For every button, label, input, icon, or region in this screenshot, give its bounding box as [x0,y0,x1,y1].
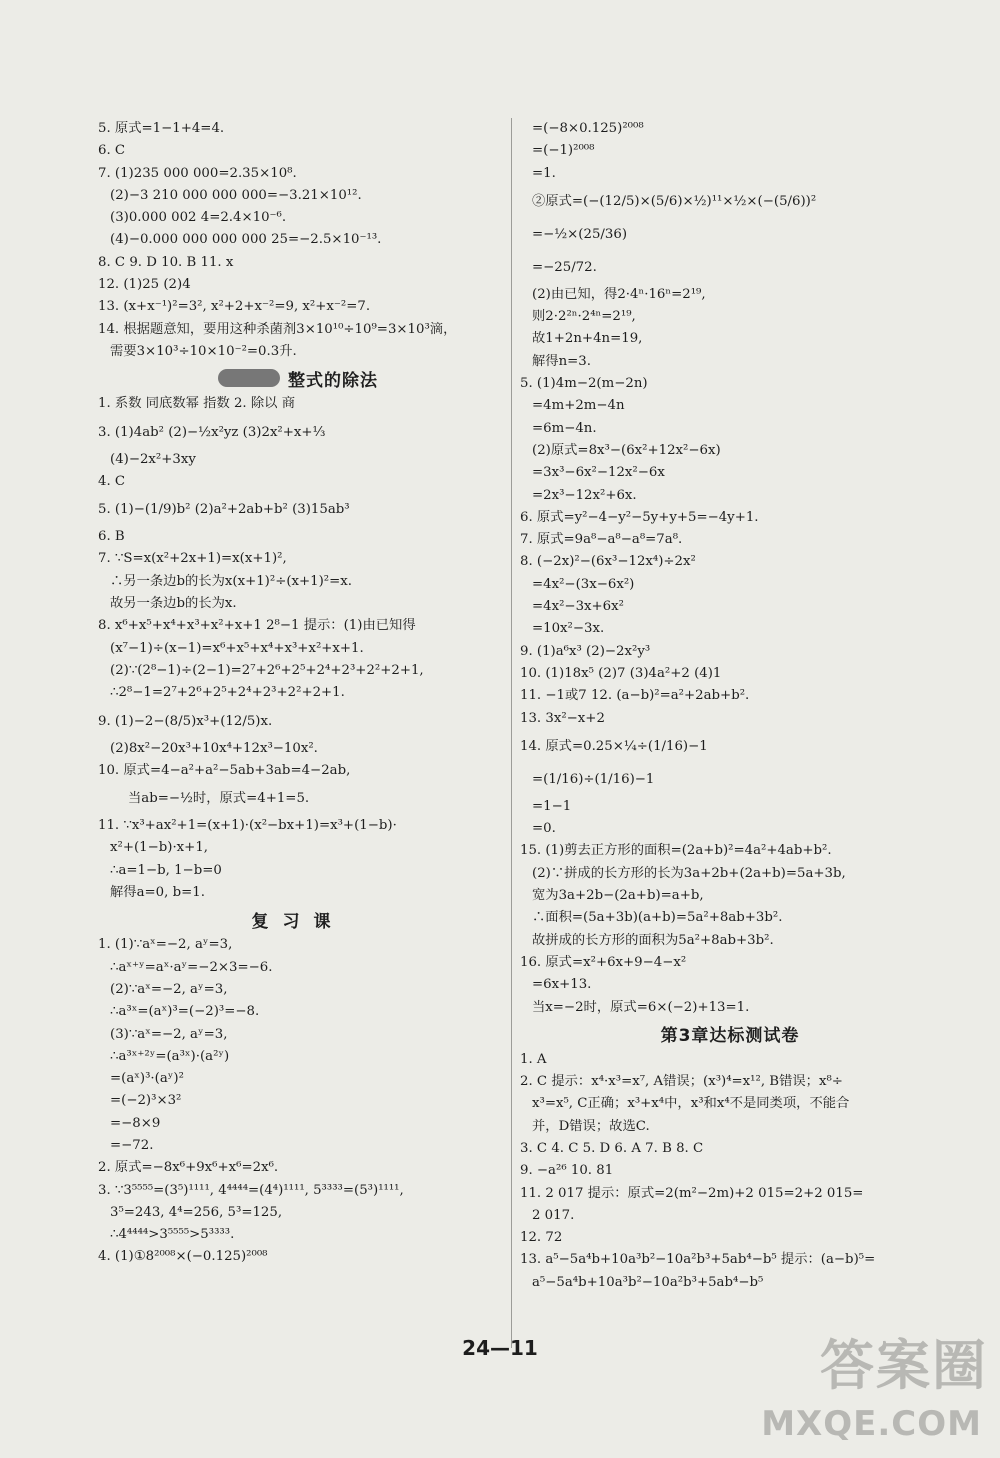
answer-line: 3. C 4. C 5. D 6. A 7. B 8. C [520,1140,704,1156]
answer-line: 则2·2²ⁿ·2⁴ⁿ=2¹⁹, [532,309,636,325]
answer-line: 13. 3x²−x+2 [520,710,605,726]
answer-line: 13. a⁵−5a⁴b+10a³b²−10a²b³+5ab⁴−b⁵ 提示：(a−b)⁵= [520,1252,876,1268]
answer-line: 11. −1或7 12. (a−b)²=a²+2ab+b². [520,688,750,704]
answer-line: ∴aˣ⁺ʸ=aˣ·aʸ=−2×3=−6. [110,959,273,975]
answer-line: 13. (x+x⁻¹)²=3², x²+2+x⁻²=9, x²+x⁻²=7. [98,299,371,315]
answer-line: 12. (1)25 (2)4 [98,277,191,293]
answer-line: 14. 根据题意知，要用这种杀菌剂3×10¹⁰÷10⁹=3×10³滴， [98,321,457,337]
answer-line: (2)原式=8x³−(6x²+12x²−6x) [532,442,721,458]
answer-line: 8. x⁶+x⁵+x⁴+x³+x²+x+1 2⁸−1 提示：(1)由已知得 [98,618,416,634]
answer-line: ∴另一条边b的长为x(x+1)²÷(x+1)²=x. [110,573,353,589]
answer-line: (2)由已知，得2·4ⁿ·16ⁿ=2¹⁹, [532,286,706,302]
answer-line: 11. ∵x³+ax²+1=(x+1)·(x²−bx+1)=x³+(1−b)· [98,818,397,834]
answer-line: 1. A [520,1051,547,1067]
answer-line: =3x³−6x²−12x²−6x [532,465,665,481]
answer-line: 11. 2 017 提示：原式=2(m²−2m)+2 015=2+2 015= [520,1185,864,1201]
answer-line: =6m−4n. [532,420,597,436]
answer-line: 6. 原式=y²−4−y²−5y+y+5=−4y+1. [520,509,759,525]
answer-line: =0. [532,821,556,837]
answer-line: 故拼成的长方形的面积为5a²+8ab+3b². [532,932,774,948]
answer-line: 并，D错误；故选C. [532,1118,650,1134]
section-badge [218,369,280,387]
answer-line: 1. (1)∵aˣ=−2, aʸ=3, [98,937,233,953]
answer-line: ∴a³ˣ⁺²ʸ=(a³ˣ)·(a²ʸ) [110,1048,230,1064]
answer-line: ∴2⁸−1=2⁷+2⁶+2⁵+2⁴+2³+2²+2+1. [110,685,345,701]
answer-line: ∴a³ˣ=(aˣ)³=(−2)³=−8. [110,1004,260,1020]
answer-line: 7. 原式=9a⁸−a⁸−a⁸=7a⁸. [520,532,683,548]
answer-line: =−25/72. [532,259,597,275]
answer-line: 2. 原式=−8x⁶+9x⁶+x⁶=2x⁶. [98,1160,279,1176]
watermark-url: MXQE.COM [761,1404,982,1444]
answer-line: ∴a=1−b, 1−b=0 [110,862,222,878]
answer-line: 8. C 9. D 10. B 11. x [98,254,234,270]
answer-line: =6x+13. [532,977,592,993]
answer-line: 8. (−2x)²−(6x³−12x⁴)÷2x² [520,554,696,570]
answer-line: 故另一条边b的长为x. [110,596,237,612]
answer-line: 3⁵=243, 4⁴=256, 5³=125, [110,1204,283,1220]
answer-line: =4m+2m−4n [532,398,625,414]
answer-line: 9. −a²⁶ 10. 81 [520,1163,614,1179]
answer-line: (2)8x²−20x³+10x⁴+12x³−10x². [110,740,318,756]
answer-line: ∴面积=(5a+3b)(a+b)=5a²+8ab+3b². [532,910,783,926]
answer-line: =−8×9 [110,1115,161,1131]
answer-line: 15. (1)剪去正方形的面积=(2a+b)²=4a²+4ab+b². [520,843,832,859]
answer-line: =−½×(25/36) [532,226,628,242]
answer-line: 4. C [98,473,126,489]
answer-line: 7. (1)235 000 000=2.35×10⁸. [98,165,297,181]
answer-line: 12. 72 [520,1230,563,1246]
answer-line: 当ab=−½时，原式=4+1=5. [128,791,310,807]
answer-line: =4x²−(3x−6x²) [532,576,635,592]
answer-line: 7. ∵S=x(x²+2x+1)=x(x+1)², [98,551,287,567]
answer-line: 5. 原式=1−1+4=4. [98,121,225,136]
answer-line: x²+(1−b)·x+1, [110,840,209,856]
answer-line: =(−8×0.125)²⁰⁰⁸ [532,121,644,136]
answer-line: =(−2)³×3² [110,1093,182,1109]
answer-line: =−72. [110,1137,154,1153]
right-column [520,118,940,1294]
section-title: 复习课 [251,911,345,932]
answer-line: 9. (1)a⁶x³ (2)−2x²y³ [520,643,651,659]
answer-line: =(aˣ)³·(aʸ)² [110,1071,184,1087]
answer-line: 14. 原式=0.25×¼÷(1/16)−1 [520,738,708,754]
section-title: 第3章达标测试卷 [660,1026,800,1047]
watermark-logo: 答案圈 [820,1334,988,1397]
answer-line: (x⁷−1)÷(x−1)=x⁶+x⁵+x⁴+x³+x²+x+1. [110,640,364,656]
answer-line: =2x³−12x²+6x. [532,487,637,503]
answer-line: 3. ∵3⁵⁵⁵⁵=(3⁵)¹¹¹¹, 4⁴⁴⁴⁴=(4⁴)¹¹¹¹, 5³³³³=(5³)¹¹¹¹, [98,1182,404,1198]
answer-line: (2)∵拼成的长方形的长为3a+2b+(2a+b)=5a+3b, [532,865,846,881]
answer-line: 5. (1)4m−2(m−2n) [520,376,648,392]
answer-line: 6. C [98,143,126,159]
section-title: 整式的除法 [288,370,378,391]
answer-line: 1. 系数 同底数幂 指数 2. 除以 商 [98,396,295,412]
answer-line: =1. [532,165,556,181]
answer-line: 6. B [98,529,125,545]
answer-line: (2)−3 210 000 000 000=−3.21×10¹². [110,187,362,203]
answer-line: 4. (1)①8²⁰⁰⁸×(−0.125)²⁰⁰⁸ [98,1249,268,1265]
answer-line: 9. (1)−2−(8/5)x³+(12/5)x. [98,713,273,729]
answer-line: 解得n=3. [532,353,591,369]
column-divider [511,118,512,1348]
answer-line: ∴4⁴⁴⁴⁴>3⁵⁵⁵⁵>5³³³³. [110,1227,235,1243]
answer-line: (2)∵(2⁸−1)÷(2−1)=2⁷+2⁶+2⁵+2⁴+2³+2²+2+1, [110,662,424,678]
answer-line: 需要3×10³÷10×10⁻²=0.3升. [110,343,297,359]
answer-line: =4x²−3x+6x² [532,599,624,615]
answer-line: 2. C 提示：x⁴·x³=x⁷, A错误；(x³)⁴=x¹², B错误；x⁸÷ [520,1074,843,1090]
section-heading [98,363,498,393]
answer-line: (4)−0.000 000 000 000 25=−2.5×10⁻¹³. [110,232,382,248]
answer-line: (3)∵aˣ=−2, aʸ=3, [110,1026,228,1042]
answer-line: 10. (1)18x⁵ (2)7 (3)4a²+2 (4)1 [520,665,722,681]
section-heading [98,904,498,934]
answer-line: 故1+2n+4n=19, [532,331,643,347]
answer-line: 2 017. [532,1207,575,1223]
answer-line: (2)∵aˣ=−2, aʸ=3, [110,981,228,997]
answer-line: =(−1)²⁰⁰⁸ [532,143,595,159]
answer-line: 解得a=0, b=1. [110,885,205,901]
answer-line: =(1/16)÷(1/16)−1 [532,771,655,787]
answer-line: a⁵−5a⁴b+10a³b²−10a²b³+5ab⁴−b⁵ [532,1274,764,1290]
left-column [98,118,498,1269]
answer-line: x³=x⁵, C正确；x³+x⁴中，x³和x⁴不是同类项，不能合 [532,1096,850,1112]
answer-line: (3)0.000 002 4=2.4×10⁻⁶. [110,210,287,226]
answer-line: (4)−2x²+3xy [110,451,196,467]
answer-line: 10. 原式=4−a²+a²−5ab+3ab=4−2ab, [98,762,351,778]
answer-line: 16. 原式=x²+6x+9−4−x² [520,954,687,970]
answer-line: =10x²−3x. [532,621,605,637]
answer-line: 5. (1)−(1/9)b² (2)a²+2ab+b² (3)15ab³ [98,502,350,518]
answer-line: ②原式=(−(12/5)×(5/6)×½)¹¹×½×(−(5/6))² [532,193,817,209]
answer-line: 宽为3a+2b−(2a+b)=a+b, [532,888,704,904]
page-number: 24—11 [462,1336,538,1360]
answer-line: 当x=−2时，原式=6×(−2)+13=1. [532,999,750,1015]
section-heading [520,1019,940,1049]
answer-line: =1−1 [532,798,572,814]
answer-line: 3. (1)4ab² (2)−½x²yz (3)2x²+x+⅓ [98,424,326,440]
